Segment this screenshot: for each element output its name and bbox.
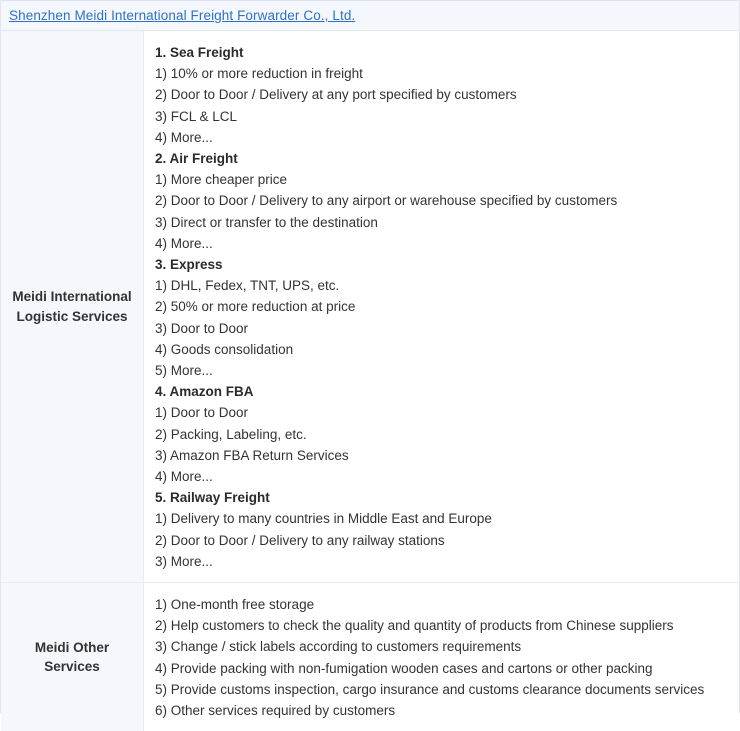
list-item: 3) Door to Door bbox=[155, 320, 249, 336]
list-item: 1) One-month free storage bbox=[155, 597, 315, 613]
list-item: 2) 50% or more reduction at price bbox=[155, 299, 356, 315]
list-item: 2. Air Freight bbox=[155, 151, 238, 167]
list-item: 2) Help customers to check the quality and quantity of products from Chinese suppliers bbox=[155, 618, 674, 634]
list-item: 6) Other services required by customers bbox=[155, 703, 396, 719]
list-item: 1) Door to Door bbox=[155, 405, 249, 421]
list-item: 3) Change / stick labels according to customers requirements bbox=[155, 639, 522, 655]
list-item: 1) 10% or more reduction in freight bbox=[155, 66, 363, 82]
row-label-logistic-services: Meidi International Logistic Services bbox=[1, 31, 144, 582]
list-item: 4) More... bbox=[155, 129, 213, 145]
list-item: 3) Amazon FBA Return Services bbox=[155, 447, 349, 463]
list-item: 1) Delivery to many countries in Middle East and Europe bbox=[155, 511, 492, 527]
list-item: 2) Door to Door / Delivery to any railway stations bbox=[155, 532, 445, 548]
table-row-other-services bbox=[1, 583, 739, 731]
list-item: 4. Amazon FBA bbox=[155, 384, 254, 400]
list-item: 2) Door to Door / Delivery at any port specified by customers bbox=[155, 87, 517, 103]
list-item: 1) More cheaper price bbox=[155, 172, 288, 188]
list-item: 3) Direct or transfer to the destination bbox=[155, 214, 378, 230]
list-item: 5) More... bbox=[155, 363, 213, 379]
list-item: 4) More... bbox=[155, 235, 213, 251]
list-item: 2) Packing, Labeling, etc. bbox=[155, 426, 307, 442]
company-name-link[interactable]: Shenzhen Meidi International Freight Forwarder Co., Ltd. bbox=[9, 8, 356, 23]
company-header-bar bbox=[1, 0, 739, 31]
list-item: 3) More... bbox=[155, 553, 213, 569]
list-item: 1. Sea Freight bbox=[155, 45, 244, 60]
list-item: 5. Railway Freight bbox=[155, 490, 270, 506]
list-item: 4) Goods consolidation bbox=[155, 341, 294, 357]
list-item: 1) DHL, Fedex, TNT, UPS, etc. bbox=[155, 278, 340, 294]
list-item: 4) More... bbox=[155, 469, 213, 485]
list-item: 3. Express bbox=[155, 257, 223, 273]
table-row-logistic-services bbox=[1, 31, 739, 583]
row-label-other-services: Meidi Other Services bbox=[1, 583, 144, 731]
list-item: 5) Provide customs inspection, cargo insurance and customs clearance documents services bbox=[155, 681, 705, 697]
row-content-logistic-services bbox=[144, 31, 739, 582]
row-content-other-services bbox=[144, 583, 739, 731]
list-item: 2) Door to Door / Delivery to any airport or warehouse specified by customers bbox=[155, 193, 618, 209]
list-item: 4) Provide packing with non-fumigation wooden cases and cartons or other packing bbox=[155, 660, 653, 676]
list-item: 3) FCL & LCL bbox=[155, 108, 238, 124]
